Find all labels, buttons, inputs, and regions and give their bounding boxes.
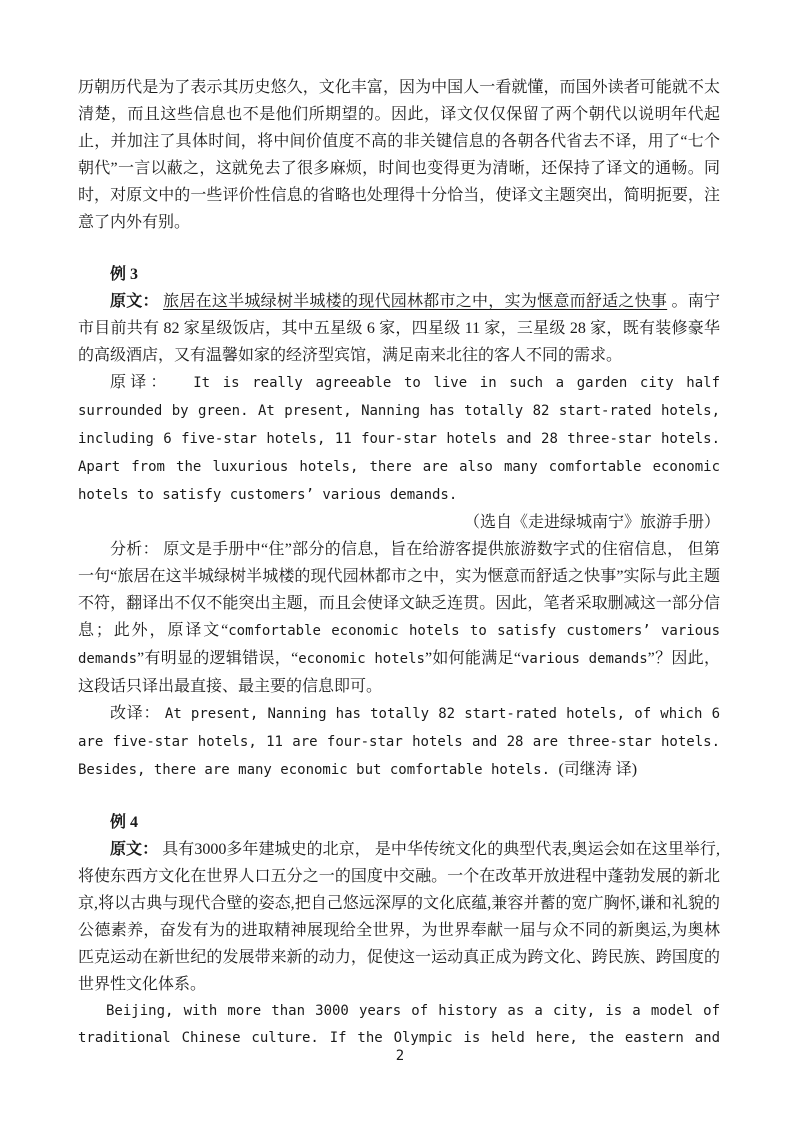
example3-analysis-quote-1: comfortable economic hotels to satisfy customers’ various demands — [78, 623, 720, 667]
example3-analysis-paragraph — [78, 536, 720, 700]
example3-analysis-text-2: ”有明显的逻辑错误，“ — [137, 650, 299, 667]
example3-source-label: 原文： — [110, 293, 159, 310]
example3-source-paragraph — [78, 288, 720, 369]
example4-heading: 例 4 — [110, 814, 139, 831]
example4-source-label: 原文： — [110, 841, 159, 858]
example3-analysis-label: 分析： — [110, 541, 159, 558]
example3-source-underlined-text: 旅居在这半城绿树半城楼的现代园林都市之中，实为惬意而舒适之快事 — [163, 293, 668, 310]
example3-analysis-quote-3: various demands — [520, 651, 648, 667]
example3-revised-translation-text: At present, Nanning has totally 82 start-rated hotels, of which 6 are five-star hotels, 11 are four-star hotels and 28 are three-star hotels. Besides, there are many economic but comfortable hotels. — [78, 706, 720, 778]
example3-analysis-quote-2: economic hotels — [298, 651, 425, 667]
example3-attribution: （选自《走进绿城南宁》旅游手册） — [463, 514, 720, 531]
example4-source-text: 具有3000多年建城史的北京， 是中华传统文化的典型代表,奥运会如在这里举行,将使东西方文化在世界人口五分之一的国度中交融。一个在改革开放进程中蓬勃发展的新北京,将以古典与现代合壁的姿态,把自己悠远深厚的文化底蕴,兼容并蓄的宽广胸怀,谦和礼貌的公德素养，奋发有为的进取精神展现给全世界，为世界奉献一届与众不同的新奥运,为奥林匹克运动在新世纪的发展带来新的动力，促使这一运动真正成为跨文化、跨民族、跨国度的世界性文化体系。 — [78, 841, 720, 993]
intro-paragraph — [78, 74, 720, 236]
example3-analysis-text-3: ”如何能满足“ — [424, 650, 521, 667]
example4-translation-text: Beijing, with more than 3000 years of history as a city, is a model of traditional Chinese culture. If the Olympic is held here, the eastern and — [78, 1003, 720, 1046]
example3-revised-translation-label: 改译： — [110, 705, 161, 722]
example3-original-translation-label: 原译： — [110, 374, 171, 391]
example3-analysis-text-1: 原文是手册中“住”部分的信息，旨在给游客提供旅游数字式的住宿信息， 但第一句“旅居在这半城绿树半城楼的现代园林都市之中，实为惬意而舒适之快事”实际与此主题不符，翻译出不仅不能突出主题，而且会使译文缺乏连贯。因此，笔者采取删减这一部分信息；此外，原译文“ — [78, 541, 720, 639]
example3-source-rest-text: 。南宁市目前共有 82 家星级饭店，其中五星级 6 家，四星级 11 家，三星级 28 家，既有装修豪华的高级酒店，又有温馨如家的经济型宾馆，满足南来北往的客人不同的需求。 — [78, 293, 720, 364]
page-number: 2 — [395, 1048, 405, 1064]
example3-original-translation-text: It is really agreeable to live in such a garden city half surrounded by green. At present, Nanning has totally 82 start-rated hotels, including 6 five-star hotels, 11 four-star hotels and 28 three-star hotels. Apart from the luxurious hotels, there are also many comfortable economic hotels to satisfy customers’ various demands. — [78, 375, 721, 503]
example3-heading: 例 3 — [110, 266, 139, 283]
example4-source-paragraph — [78, 836, 720, 998]
example3-analysis-text-4: ”？因此，这段话只译出最直接、最主要的信息即可。 — [78, 650, 720, 695]
example3-original-translation-paragraph — [78, 369, 720, 509]
intro-text: 历朝历代是为了表示其历史悠久，文化丰富，因为中国人一看就懂，而国外读者可能就不太清楚，而且这些信息也不是他们所期望的。因此，译文仅仅保留了两个朝代以说明年代起止，并加注了具体时间，将中间价值度不高的非关键信息的各朝各代省去不译，用了“七个朝代”一言以蔽之，这就免去了很多麻烦，时间也变得更为清晰，还保持了译文的通畅。同时，对原文中的一些评价性信息的省略也处理得十分恰当，使译文主题突出，简明扼要，注意了内外有别。 — [78, 79, 720, 231]
example3-revised-translation-credit: (司继涛 译) — [558, 761, 638, 778]
example3-revised-translation-paragraph — [78, 700, 720, 784]
example4-translation-paragraph — [78, 998, 720, 1052]
